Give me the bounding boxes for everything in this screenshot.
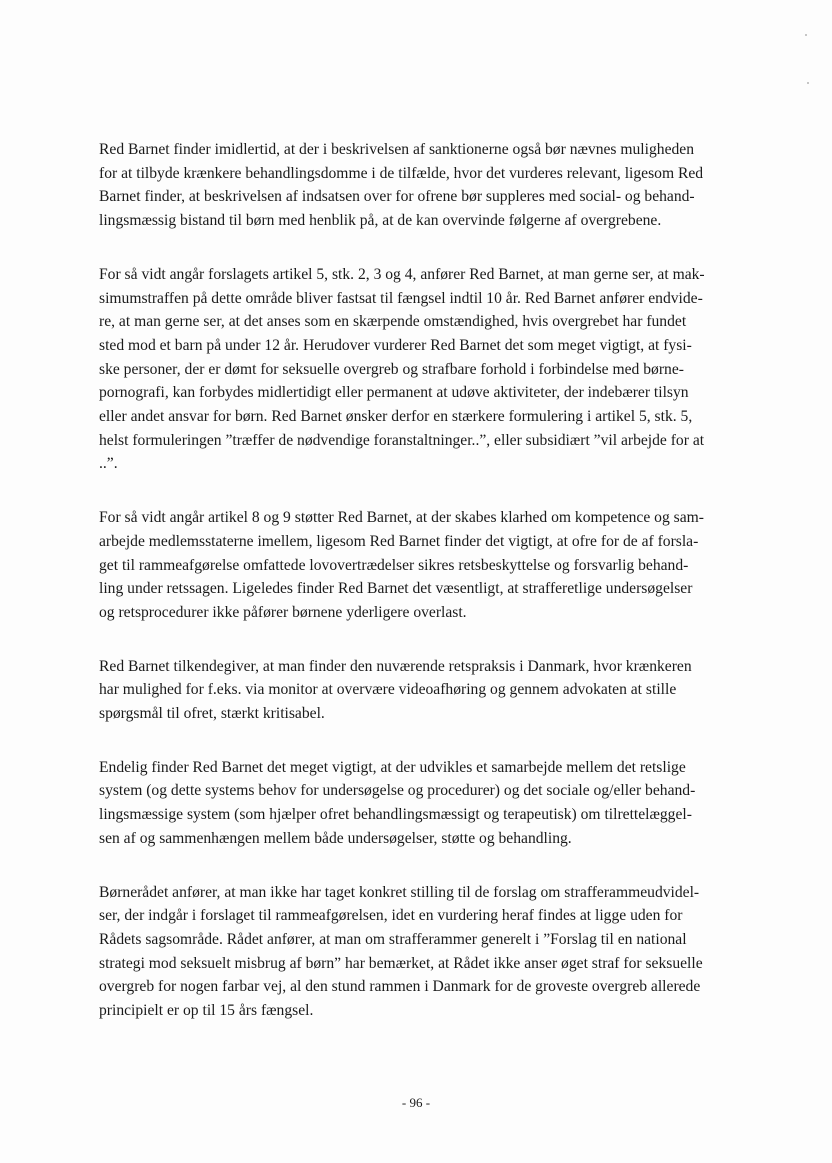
text-line: Red Barnet finder imidlertid, at der i beskrivelsen af sanktionerne også bør nævnes muligheden	[99, 141, 694, 158]
paragraph	[99, 138, 759, 233]
text-line: arbejde medlemsstaterne imellem, ligesom Red Barnet finder det vigtigt, at ofre for de af forsla-	[99, 532, 699, 550]
text-line: Barnet finder, at beskrivelsen af indsatsen over for ofrene bør suppleres med social- og behand-	[99, 188, 695, 206]
paragraph	[99, 506, 759, 625]
text-line: ling under retssagen. Ligeledes finder Red Barnet det væsentligt, at strafferetlige undersøgelser	[99, 580, 693, 598]
text-line: for at tilbyde krænkere behandlingsdomme i de tilfælde, hvor det vurderes relevant, ligesom Red	[99, 164, 704, 182]
text-line: pornografi, kan forbydes midlertidigt eller permanent at udøve aktiviteter, der indebærer tilsyn	[99, 384, 689, 402]
text-line: Børnerådet anfører, at man ikke har taget konkret stilling til de forslag om strafferammeudvidel-	[99, 883, 700, 901]
text-line: sen af og sammenhængen mellem både undersøgelser, støtte og behandling.	[99, 829, 572, 847]
text-line: Red Barnet tilkendegiver, at man finder den nuværende retspraksis i Danmark, hvor krænkeren	[99, 657, 692, 675]
text-line: lingsmæssig bistand til børn med henblik på, at de kan overvinde følgerne af overgrebene.	[99, 212, 662, 230]
text-line: re, at man gerne ser, at det anses som en skærpende omstændighed, hvis overgrebet har fundet	[99, 313, 687, 331]
text-line: principielt er op til 15 års fængsel.	[99, 1002, 314, 1020]
text-line: For så vidt angår forslagets artikel 5, stk. 2, 3 og 4, anfører Red Barnet, at man gerne ser, at mak-	[99, 265, 705, 283]
text-line: eller andet ansvar for børn. Red Barnet ønsker derfor en stærkere formulering i artikel 5, stk. 5,	[99, 408, 693, 426]
text-line: har mulighed for f.eks. via monitor at overvære videoafhøring og gennem advokaten at stille	[99, 681, 677, 699]
text-line: overgreb for nogen farbar vej, al den stund rammen i Danmark for de groveste overgreb allerede	[99, 978, 701, 996]
text-line: ..”.	[99, 455, 118, 473]
text-line: simumstraffen på dette område bliver fastsat til fængsel indtil 10 år. Red Barnet anfører endvide-	[99, 289, 703, 307]
paragraph	[99, 655, 759, 726]
text-line: Endelig finder Red Barnet det meget vigtigt, at der udvikles et samarbejde mellem det retslige	[99, 758, 686, 776]
page-number: - 96 -	[401, 1095, 431, 1110]
scan-speck	[807, 82, 809, 84]
paragraph	[99, 263, 759, 476]
text-line: lingsmæssige system (som hjælper ofret behandlingsmæssigt og terapeutisk) om tilrettelæggel-	[99, 806, 692, 824]
document-body	[99, 138, 759, 1053]
text-line: For så vidt angår artikel 8 og 9 støtter Red Barnet, at der skabes klarhed om kompetence og sam-	[99, 509, 704, 527]
paragraph	[99, 881, 759, 1023]
text-line: system (og dette systems behov for undersøgelse og procedurer) og det sociale og/eller behand-	[99, 782, 696, 800]
text-line: spørgsmål til ofret, stærkt kritisabel.	[99, 705, 325, 723]
paragraph	[99, 756, 759, 851]
scan-speck	[805, 34, 807, 36]
text-line: Rådets sagsområde. Rådet anfører, at man om strafferammer generelt i ”Forslag til en national	[99, 930, 687, 948]
text-line: get til rammeafgørelse omfattede lovovertrædelser sikres retsbeskyttelse og forsvarlig behand-	[99, 556, 689, 574]
text-line: og retsprocedurer ikke påfører børnene yderligere overlast.	[99, 603, 467, 621]
text-line: ske personer, der er dømt for seksuelle overgreb og strafbare forhold i forbindelse med børne-	[99, 360, 684, 378]
text-line: ser, der indgår i forslaget til rammeafgørelsen, idet en vurdering heraf findes at ligge uden for	[99, 907, 683, 925]
text-line: helst formuleringen ”træffer de nødvendige foranstaltninger..”, eller subsidiært ”vil arbejde for at	[99, 431, 705, 449]
text-line: sted mod et barn på under 12 år. Herudover vurderer Red Barnet det som meget vigtigt, at fysi-	[99, 336, 692, 354]
text-line: strategi mod seksuelt misbrug af børn” har bemærket, at Rådet ikke anser øget straf for seksuelle	[99, 954, 703, 972]
